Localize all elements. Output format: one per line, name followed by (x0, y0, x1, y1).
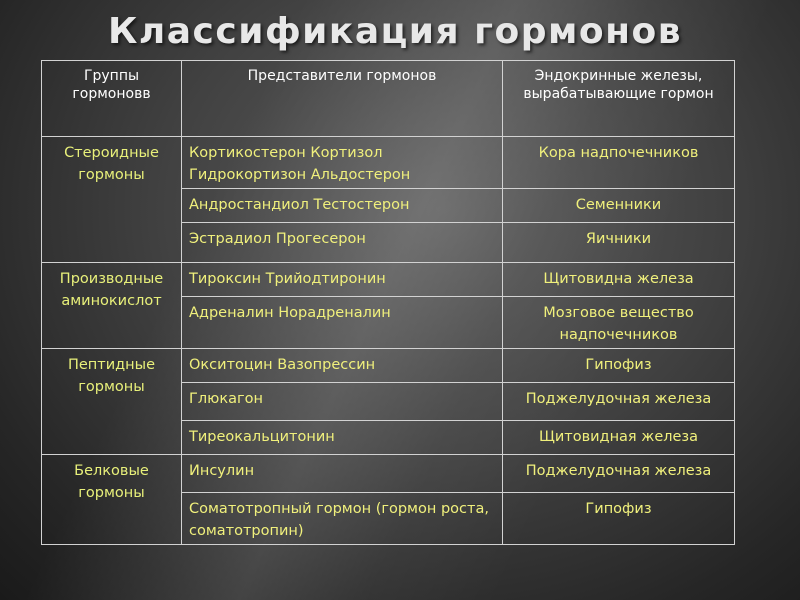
group-name-peptide: Пептидные гормоны (42, 349, 182, 455)
gland-cell: Поджелудочная железа (503, 455, 735, 493)
table-row (42, 263, 735, 297)
header-representatives: Представители гормонов (182, 61, 503, 137)
representative-line: Гидрокортизон Альдостерон (189, 167, 411, 183)
gland-cell: Поджелудочная железа (503, 383, 735, 421)
table-header-row (42, 61, 735, 137)
representative-line: Глюкагон (189, 391, 263, 407)
representatives-cell (182, 297, 503, 349)
representatives-cell (182, 263, 503, 297)
table-row (42, 455, 735, 493)
header-groups: Группы гормоновв (42, 61, 182, 137)
representatives-cell (182, 349, 503, 383)
representative-line: Тироксин Трийодтиронин (189, 271, 386, 287)
hormone-classification-table (41, 60, 735, 545)
table-row (42, 137, 735, 189)
representative-line: Эстрадиол Прогесерон (189, 231, 366, 247)
representative-line: Соматотропный гормон (гормон роста, соматотропин) (189, 501, 489, 539)
representative-line: Адреналин Норадреналин (189, 305, 391, 321)
gland-cell: Гипофиз (503, 493, 735, 545)
representatives-cell (182, 137, 503, 189)
representative-line: Тиреокальцитонин (189, 429, 335, 445)
representatives-cell (182, 223, 503, 263)
gland-cell: Кора надпочечников (503, 137, 735, 189)
group-name-steroid: Стероидные гормоны (42, 137, 182, 263)
gland-cell: Мозговое вещество надпочечников (503, 297, 735, 349)
representative-line: Окситоцин Вазопрессин (189, 357, 376, 373)
header-glands: Эндокринные железы, вырабатывающие гормон (503, 61, 735, 137)
representatives-cell (182, 383, 503, 421)
slide-title: Классификация гормонов (107, 11, 683, 52)
representatives-cell (182, 455, 503, 493)
representative-line: Андростандиол Тестостерон (189, 197, 410, 213)
gland-cell: Семенники (503, 189, 735, 223)
representatives-cell (182, 189, 503, 223)
representative-line: Инсулин (189, 463, 255, 479)
representative-line: Кортикостерон Кортизол (189, 145, 383, 161)
gland-cell: Гипофиз (503, 349, 735, 383)
group-name-protein: Белковые гормоны (42, 455, 182, 545)
gland-cell: Щитовидна железа (503, 263, 735, 297)
gland-cell: Щитовидная железа (503, 421, 735, 455)
gland-cell: Яичники (503, 223, 735, 263)
group-name-amino-acid: Производные аминокислот (42, 263, 182, 349)
table-row (42, 349, 735, 383)
representatives-cell (182, 421, 503, 455)
representatives-cell (182, 493, 503, 545)
